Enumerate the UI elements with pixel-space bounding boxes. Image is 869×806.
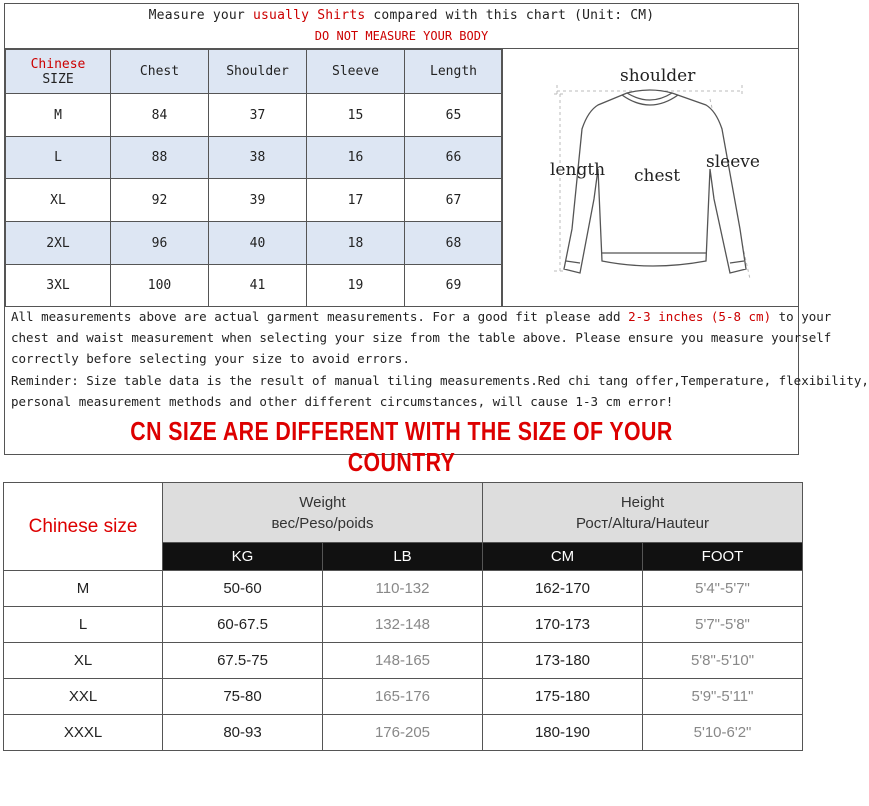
garment-size-table: [5, 49, 503, 307]
unit-cm: CM: [483, 543, 643, 571]
chest-label: chest: [634, 166, 681, 186]
unit-lb: LB: [323, 543, 483, 571]
reminder-note: personal measurement methods and other different circumstances, will cause 1-3 cm error!: [11, 394, 674, 409]
fit-note: All measurements above are actual garment measurements. For a good fit please add 2-3 inches (5-8 cm) to your: [11, 309, 832, 324]
shoulder-label: shoulder: [620, 66, 696, 86]
chart-header: Measure your usually Shirts compared with this chart (Unit: CM): [148, 8, 655, 23]
table-row: L 88 38 16 66: [6, 137, 503, 179]
sleeve-label: sleeve: [706, 152, 760, 172]
col-length: Length: [405, 50, 503, 94]
table-row: 3XL 100 41 19 69: [6, 265, 503, 307]
table-row: XL 92 39 17 67: [6, 179, 503, 222]
size-chart-panel: [4, 3, 869, 477]
col-chest: Chest: [111, 50, 209, 94]
weight-height-table: [3, 482, 803, 751]
table-row: XXL 75-80 165-176 175-180 5'9"-5'11": [4, 679, 803, 715]
shirts-highlight: usually Shirts: [253, 8, 366, 23]
table-header-row: [6, 50, 503, 94]
height-header: Height Рост/Altura/Hauteur: [483, 483, 803, 543]
shirt-icon: [502, 49, 799, 306]
fit-note: correctly before selecting your size to avoid errors.: [11, 351, 410, 366]
group-header-row: [4, 483, 803, 543]
table-row: XXXL 80-93 176-205 180-190 5'10-6'2": [4, 715, 803, 751]
weight-header: Weight вес/Peso/poids: [163, 483, 483, 543]
length-label: length: [550, 160, 606, 180]
body-warning: DO NOT MEASURE YOUR BODY: [314, 29, 489, 43]
corner-cell: Chinese SIZE: [6, 50, 111, 94]
table-row: M 50-60 110-132 162-170 5'4"-5'7": [4, 571, 803, 607]
unit-foot: FOOT: [643, 543, 803, 571]
col-shoulder: Shoulder: [209, 50, 307, 94]
table-row: L 60-67.5 132-148 170-173 5'7"-5'8": [4, 607, 803, 643]
table-row: XL 67.5-75 148-165 173-180 5'8"-5'10": [4, 643, 803, 679]
table-row: M 84 37 15 65: [6, 94, 503, 137]
unit-kg: KG: [163, 543, 323, 571]
chinese-size-header: Chinese size: [4, 483, 163, 571]
reminder-note: Reminder: Size table data is the result of manual tiling measurements.Red chi tang offer,Temperature, flexibility,: [11, 373, 869, 388]
shirt-diagram: [501, 49, 799, 306]
fit-note: chest and waist measurement when selecting your size from the table above. Please ensure you measure yourself: [11, 330, 832, 345]
table-row: 2XL 96 40 18 68: [6, 222, 503, 265]
size-warning-banner: CN SIZE ARE DIFFERENT WITH THE SIZE OF YOUR COUNTRY: [130, 416, 673, 477]
col-sleeve: Sleeve: [307, 50, 405, 94]
